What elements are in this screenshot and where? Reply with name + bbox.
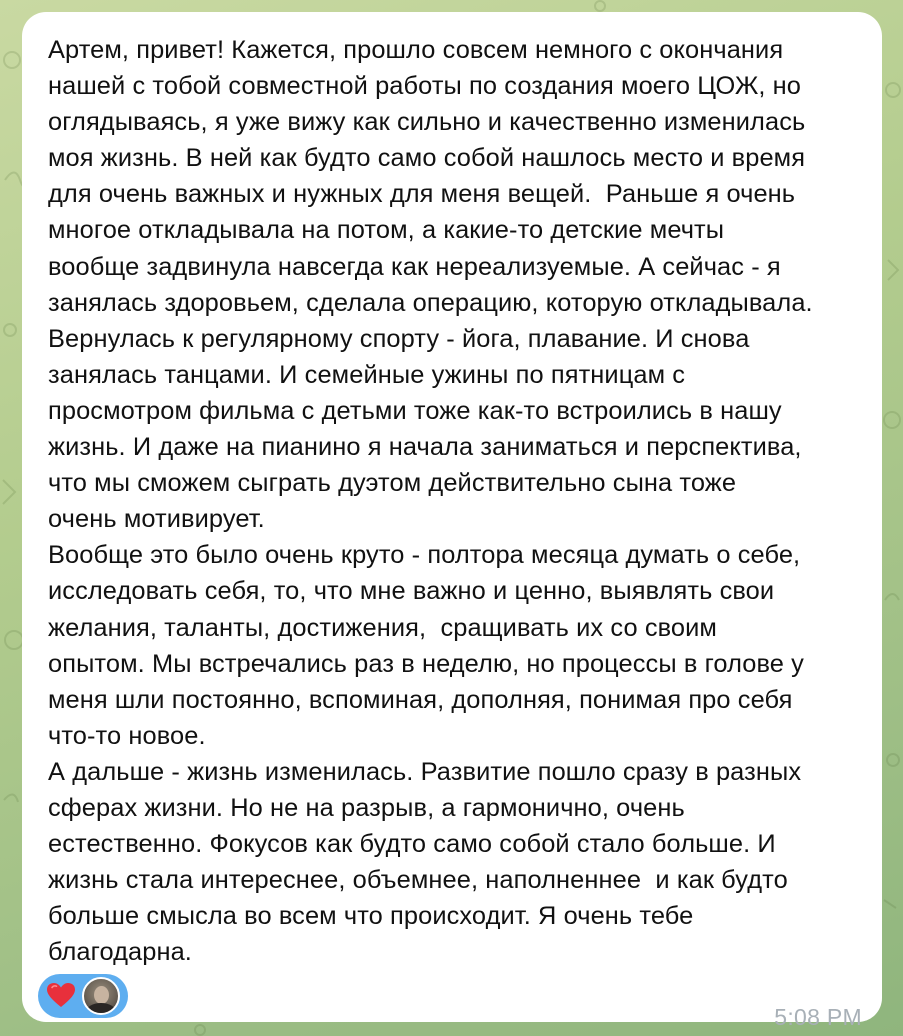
message-timestamp: 5:08 PM (774, 1004, 862, 1030)
message-line: для очень важных и нужных для меня вещей. Раньше я очень (48, 180, 796, 209)
message-line: занялась здоровьем, сделала операцию, которую откладывала. (48, 288, 813, 317)
message-line: просмотром фильма с детьми тоже как-то встроились в нашу (48, 396, 782, 425)
reactor-avatar[interactable] (82, 977, 120, 1015)
message-line: жизнь. И даже на пианино я начала заниматься и перспектива, (48, 433, 802, 462)
message-line: что-то новое. (48, 721, 206, 750)
message-line: Артем, привет! Кажется, прошло совсем немного с окончания (48, 36, 784, 64)
message-line: вообще задвинула навсегда как нереализуемые. А сейчас - я (48, 252, 781, 281)
message-line: многое откладывала на потом, а какие-то детские мечты (48, 216, 725, 245)
message-line: больше смысла во всем что происходит. Я очень тебе (48, 902, 694, 931)
message-line: меня шли постоянно, вспоминая, дополняя, понимая про себя (48, 685, 793, 714)
message-bubble[interactable] (22, 12, 882, 1030)
message-line: естественно. Фокусов как будто само собой стало больше. И (48, 830, 776, 859)
message-line: моя жизнь. В ней как будто само собой нашлось место и время (48, 144, 806, 173)
heart-icon (46, 981, 76, 1011)
message-line: жизнь стала интереснее, объемнее, наполненнее и как будто (48, 866, 788, 895)
message-line: Вернулась к регулярному спорту - йога, плавание. И снова (48, 324, 750, 353)
reaction-badge[interactable] (38, 974, 128, 1018)
message-line: опытом. Мы встречались раз в неделю, но процессы в голове у (48, 649, 804, 678)
message-line: что мы сможем сыграть дуэтом действительно сына тоже (48, 469, 737, 498)
message-line: А дальше - жизнь изменилась. Развитие пошло сразу в разных (48, 757, 802, 786)
message-line: оглядываясь, я уже вижу как сильно и качественно изменилась (48, 108, 806, 137)
message-line: сферах жизни. Но не на разрыв, а гармонично, очень (48, 793, 685, 822)
message-line: нашей с тобой совместной работы по создания моего ЦОЖ, но (48, 72, 802, 101)
message-text (48, 32, 856, 970)
message-line: благодарна. (48, 938, 192, 967)
message-line: желания, таланты, достижения, сращивать их со своим (48, 613, 717, 642)
message-line: очень мотивирует. (48, 505, 265, 534)
message-line: занялась танцами. И семейные ужины по пятницам с (48, 360, 686, 389)
message-line: исследовать себя, то, что мне важно и ценно, выявлять свои (48, 577, 775, 606)
message-line: Вообще это было очень круто - полтора месяца думать о себе, (48, 541, 801, 570)
